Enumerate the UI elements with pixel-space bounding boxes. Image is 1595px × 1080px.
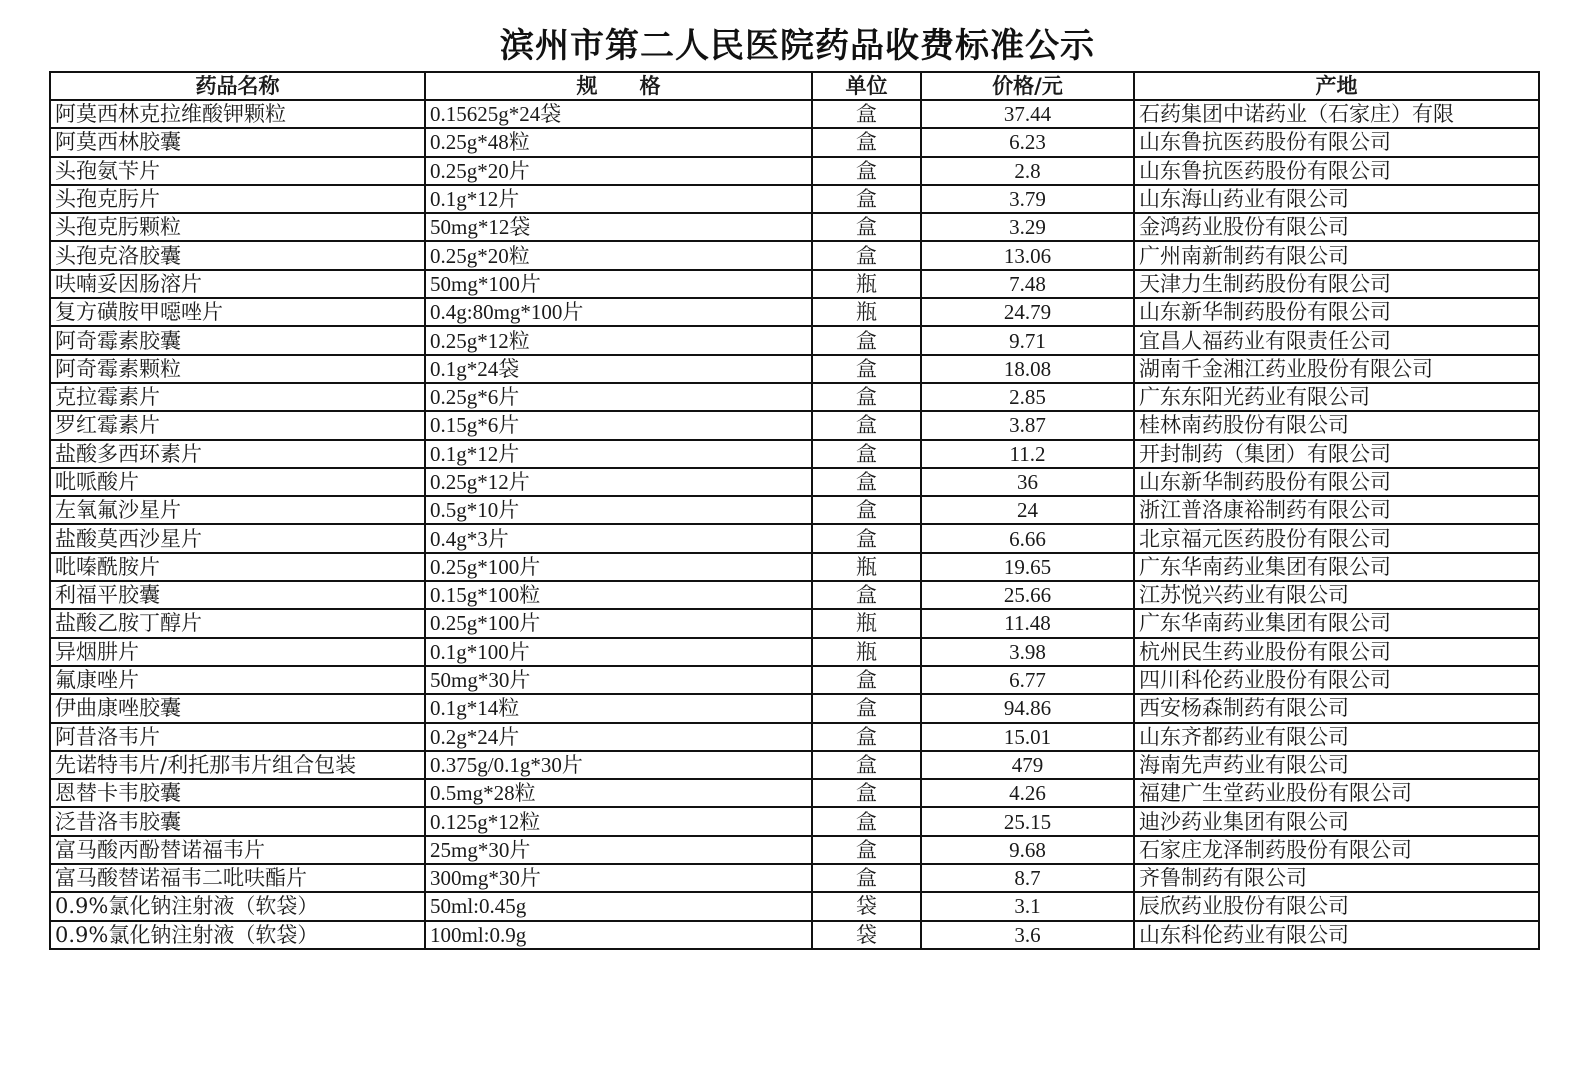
cell-unit: 瓶 xyxy=(812,298,921,326)
cell-spec: 0.25g*12粒 xyxy=(425,326,812,354)
cell-origin: 浙江普洛康裕制药有限公司 xyxy=(1134,496,1539,524)
cell-unit: 盒 xyxy=(812,326,921,354)
cell-unit: 盒 xyxy=(812,185,921,213)
cell-drug-name: 吡嗪酰胺片 xyxy=(50,553,425,581)
cell-price: 6.77 xyxy=(921,666,1134,694)
cell-origin: 海南先声药业有限公司 xyxy=(1134,751,1539,779)
table-row xyxy=(50,864,1539,892)
cell-drug-name: 富马酸丙酚替诺福韦片 xyxy=(50,836,425,864)
cell-spec: 0.1g*12片 xyxy=(425,440,812,468)
cell-price: 25.15 xyxy=(921,807,1134,835)
cell-price: 6.66 xyxy=(921,524,1134,552)
cell-spec: 0.5mg*28粒 xyxy=(425,779,812,807)
table-row xyxy=(50,383,1539,411)
table-row xyxy=(50,836,1539,864)
cell-price: 25.66 xyxy=(921,581,1134,609)
cell-origin: 山东科伦药业有限公司 xyxy=(1134,921,1539,949)
cell-spec: 0.25g*20片 xyxy=(425,157,812,185)
cell-origin: 杭州民生药业股份有限公司 xyxy=(1134,638,1539,666)
cell-origin: 江苏悦兴药业有限公司 xyxy=(1134,581,1539,609)
cell-drug-name: 复方磺胺甲噁唑片 xyxy=(50,298,425,326)
cell-price: 18.08 xyxy=(921,355,1134,383)
cell-price: 15.01 xyxy=(921,723,1134,751)
table-row xyxy=(50,723,1539,751)
cell-origin: 金鸿药业股份有限公司 xyxy=(1134,213,1539,241)
cell-origin: 桂林南药股份有限公司 xyxy=(1134,411,1539,439)
table-row xyxy=(50,581,1539,609)
table-body xyxy=(50,100,1539,949)
cell-drug-name: 盐酸莫西沙星片 xyxy=(50,524,425,552)
cell-spec: 0.375g/0.1g*30片 xyxy=(425,751,812,779)
cell-unit: 盒 xyxy=(812,581,921,609)
cell-drug-name: 盐酸多西环素片 xyxy=(50,440,425,468)
cell-unit: 瓶 xyxy=(812,638,921,666)
cell-unit: 盒 xyxy=(812,779,921,807)
cell-drug-name: 吡哌酸片 xyxy=(50,468,425,496)
table-row xyxy=(50,553,1539,581)
table-row xyxy=(50,440,1539,468)
table-row xyxy=(50,468,1539,496)
cell-spec: 0.1g*24袋 xyxy=(425,355,812,383)
cell-unit: 瓶 xyxy=(812,609,921,637)
cell-unit: 盒 xyxy=(812,807,921,835)
cell-spec: 0.25g*100片 xyxy=(425,553,812,581)
cell-unit: 盒 xyxy=(812,723,921,751)
cell-price: 13.06 xyxy=(921,241,1134,269)
cell-unit: 盒 xyxy=(812,468,921,496)
cell-unit: 盒 xyxy=(812,496,921,524)
table-row xyxy=(50,270,1539,298)
table-row xyxy=(50,779,1539,807)
cell-spec: 0.25g*48粒 xyxy=(425,128,812,156)
header-origin: 产地 xyxy=(1134,72,1539,100)
table-row xyxy=(50,807,1539,835)
table-row xyxy=(50,213,1539,241)
cell-spec: 0.1g*100片 xyxy=(425,638,812,666)
cell-origin: 石家庄龙泽制药股份有限公司 xyxy=(1134,836,1539,864)
cell-price: 3.6 xyxy=(921,921,1134,949)
cell-origin: 广东华南药业集团有限公司 xyxy=(1134,609,1539,637)
cell-unit: 盒 xyxy=(812,694,921,722)
cell-spec: 0.15625g*24袋 xyxy=(425,100,812,128)
cell-spec: 50mg*100片 xyxy=(425,270,812,298)
cell-price: 3.1 xyxy=(921,892,1134,920)
table-row xyxy=(50,326,1539,354)
cell-origin: 山东鲁抗医药股份有限公司 xyxy=(1134,128,1539,156)
table-row xyxy=(50,638,1539,666)
cell-drug-name: 阿昔洛韦片 xyxy=(50,723,425,751)
cell-origin: 广州南新制药有限公司 xyxy=(1134,241,1539,269)
cell-unit: 盒 xyxy=(812,157,921,185)
cell-drug-name: 富马酸替诺福韦二吡呋酯片 xyxy=(50,864,425,892)
cell-spec: 0.15g*6片 xyxy=(425,411,812,439)
cell-unit: 盒 xyxy=(812,383,921,411)
cell-drug-name: 阿莫西林克拉维酸钾颗粒 xyxy=(50,100,425,128)
cell-drug-name: 头孢氨苄片 xyxy=(50,157,425,185)
cell-drug-name: 伊曲康唑胶囊 xyxy=(50,694,425,722)
cell-price: 7.48 xyxy=(921,270,1134,298)
cell-origin: 天津力生制药股份有限公司 xyxy=(1134,270,1539,298)
cell-unit: 袋 xyxy=(812,892,921,920)
cell-price: 2.85 xyxy=(921,383,1134,411)
cell-unit: 盒 xyxy=(812,355,921,383)
cell-price: 94.86 xyxy=(921,694,1134,722)
cell-origin: 广东东阳光药业有限公司 xyxy=(1134,383,1539,411)
cell-origin: 西安杨森制药有限公司 xyxy=(1134,694,1539,722)
cell-price: 4.26 xyxy=(921,779,1134,807)
cell-spec: 0.4g:80mg*100片 xyxy=(425,298,812,326)
cell-spec: 0.25g*20粒 xyxy=(425,241,812,269)
cell-spec: 0.4g*3片 xyxy=(425,524,812,552)
cell-price: 479 xyxy=(921,751,1134,779)
header-spec: 规 格 xyxy=(425,72,812,100)
table-row xyxy=(50,496,1539,524)
cell-price: 11.48 xyxy=(921,609,1134,637)
cell-drug-name: 阿莫西林胶囊 xyxy=(50,128,425,156)
cell-origin: 广东华南药业集团有限公司 xyxy=(1134,553,1539,581)
cell-drug-name: 左氧氟沙星片 xyxy=(50,496,425,524)
table-header-row xyxy=(50,72,1539,100)
cell-spec: 0.1g*14粒 xyxy=(425,694,812,722)
cell-unit: 盒 xyxy=(812,100,921,128)
cell-drug-name: 盐酸乙胺丁醇片 xyxy=(50,609,425,637)
cell-unit: 盒 xyxy=(812,213,921,241)
cell-drug-name: 呋喃妥因肠溶片 xyxy=(50,270,425,298)
cell-spec: 0.5g*10片 xyxy=(425,496,812,524)
cell-origin: 北京福元医药股份有限公司 xyxy=(1134,524,1539,552)
cell-spec: 50ml:0.45g xyxy=(425,892,812,920)
cell-unit: 盒 xyxy=(812,128,921,156)
cell-origin: 山东齐都药业有限公司 xyxy=(1134,723,1539,751)
cell-origin: 山东新华制药股份有限公司 xyxy=(1134,468,1539,496)
cell-spec: 0.25g*100片 xyxy=(425,609,812,637)
cell-unit: 盒 xyxy=(812,241,921,269)
cell-drug-name: 0.9%氯化钠注射液（软袋） xyxy=(50,921,425,949)
cell-origin: 开封制药（集团）有限公司 xyxy=(1134,440,1539,468)
cell-spec: 0.2g*24片 xyxy=(425,723,812,751)
cell-origin: 福建广生堂药业股份有限公司 xyxy=(1134,779,1539,807)
table-row xyxy=(50,241,1539,269)
cell-origin: 山东鲁抗医药股份有限公司 xyxy=(1134,157,1539,185)
cell-origin: 山东新华制药股份有限公司 xyxy=(1134,298,1539,326)
cell-spec: 25mg*30片 xyxy=(425,836,812,864)
table-row xyxy=(50,609,1539,637)
cell-unit: 盒 xyxy=(812,836,921,864)
cell-price: 24.79 xyxy=(921,298,1134,326)
table-row xyxy=(50,524,1539,552)
cell-price: 19.65 xyxy=(921,553,1134,581)
cell-spec: 50mg*12袋 xyxy=(425,213,812,241)
cell-drug-name: 泛昔洛韦胶囊 xyxy=(50,807,425,835)
cell-price: 36 xyxy=(921,468,1134,496)
cell-spec: 0.1g*12片 xyxy=(425,185,812,213)
cell-drug-name: 0.9%氯化钠注射液（软袋） xyxy=(50,892,425,920)
cell-unit: 盒 xyxy=(812,864,921,892)
cell-unit: 瓶 xyxy=(812,270,921,298)
cell-spec: 0.25g*6片 xyxy=(425,383,812,411)
header-unit: 单位 xyxy=(812,72,921,100)
cell-price: 3.29 xyxy=(921,213,1134,241)
cell-drug-name: 阿奇霉素颗粒 xyxy=(50,355,425,383)
cell-drug-name: 克拉霉素片 xyxy=(50,383,425,411)
cell-drug-name: 罗红霉素片 xyxy=(50,411,425,439)
cell-spec: 0.125g*12粒 xyxy=(425,807,812,835)
cell-spec: 300mg*30片 xyxy=(425,864,812,892)
cell-drug-name: 恩替卡韦胶囊 xyxy=(50,779,425,807)
cell-drug-name: 头孢克洛胶囊 xyxy=(50,241,425,269)
cell-origin: 石药集团中诺药业（石家庄）有限 xyxy=(1134,100,1539,128)
cell-price: 8.7 xyxy=(921,864,1134,892)
header-drug-name: 药品名称 xyxy=(50,72,425,100)
table-row xyxy=(50,694,1539,722)
table-row xyxy=(50,298,1539,326)
cell-price: 9.68 xyxy=(921,836,1134,864)
cell-unit: 盒 xyxy=(812,411,921,439)
cell-drug-name: 阿奇霉素胶囊 xyxy=(50,326,425,354)
page-title: 滨州市第二人民医院药品收费标准公示 xyxy=(500,26,1095,66)
cell-origin: 宜昌人福药业有限责任公司 xyxy=(1134,326,1539,354)
cell-price: 37.44 xyxy=(921,100,1134,128)
cell-price: 6.23 xyxy=(921,128,1134,156)
cell-origin: 山东海山药业有限公司 xyxy=(1134,185,1539,213)
table-row xyxy=(50,157,1539,185)
cell-drug-name: 利福平胶囊 xyxy=(50,581,425,609)
cell-unit: 盒 xyxy=(812,666,921,694)
cell-unit: 袋 xyxy=(812,921,921,949)
cell-price: 24 xyxy=(921,496,1134,524)
table-row xyxy=(50,355,1539,383)
cell-origin: 齐鲁制药有限公司 xyxy=(1134,864,1539,892)
cell-price: 11.2 xyxy=(921,440,1134,468)
cell-price: 9.71 xyxy=(921,326,1134,354)
cell-spec: 0.15g*100粒 xyxy=(425,581,812,609)
cell-unit: 盒 xyxy=(812,524,921,552)
table-row xyxy=(50,411,1539,439)
header-price: 价格/元 xyxy=(921,72,1134,100)
cell-unit: 瓶 xyxy=(812,553,921,581)
cell-spec: 100ml:0.9g xyxy=(425,921,812,949)
cell-price: 2.8 xyxy=(921,157,1134,185)
cell-spec: 50mg*30片 xyxy=(425,666,812,694)
table-row xyxy=(50,100,1539,128)
cell-origin: 迪沙药业集团有限公司 xyxy=(1134,807,1539,835)
cell-drug-name: 头孢克肟颗粒 xyxy=(50,213,425,241)
cell-price: 3.98 xyxy=(921,638,1134,666)
cell-origin: 四川科伦药业股份有限公司 xyxy=(1134,666,1539,694)
cell-origin: 辰欣药业股份有限公司 xyxy=(1134,892,1539,920)
cell-unit: 盒 xyxy=(812,440,921,468)
table-row xyxy=(50,666,1539,694)
cell-drug-name: 氟康唑片 xyxy=(50,666,425,694)
cell-price: 3.87 xyxy=(921,411,1134,439)
cell-drug-name: 异烟肼片 xyxy=(50,638,425,666)
cell-unit: 盒 xyxy=(812,751,921,779)
cell-drug-name: 头孢克肟片 xyxy=(50,185,425,213)
cell-drug-name: 先诺特韦片/利托那韦片组合包装 xyxy=(50,751,425,779)
cell-origin: 湖南千金湘江药业股份有限公司 xyxy=(1134,355,1539,383)
table-row xyxy=(50,128,1539,156)
cell-spec: 0.25g*12片 xyxy=(425,468,812,496)
table-row xyxy=(50,921,1539,949)
table-row xyxy=(50,892,1539,920)
cell-price: 3.79 xyxy=(921,185,1134,213)
table-row xyxy=(50,185,1539,213)
drug-price-table xyxy=(49,71,1540,950)
table-row xyxy=(50,751,1539,779)
